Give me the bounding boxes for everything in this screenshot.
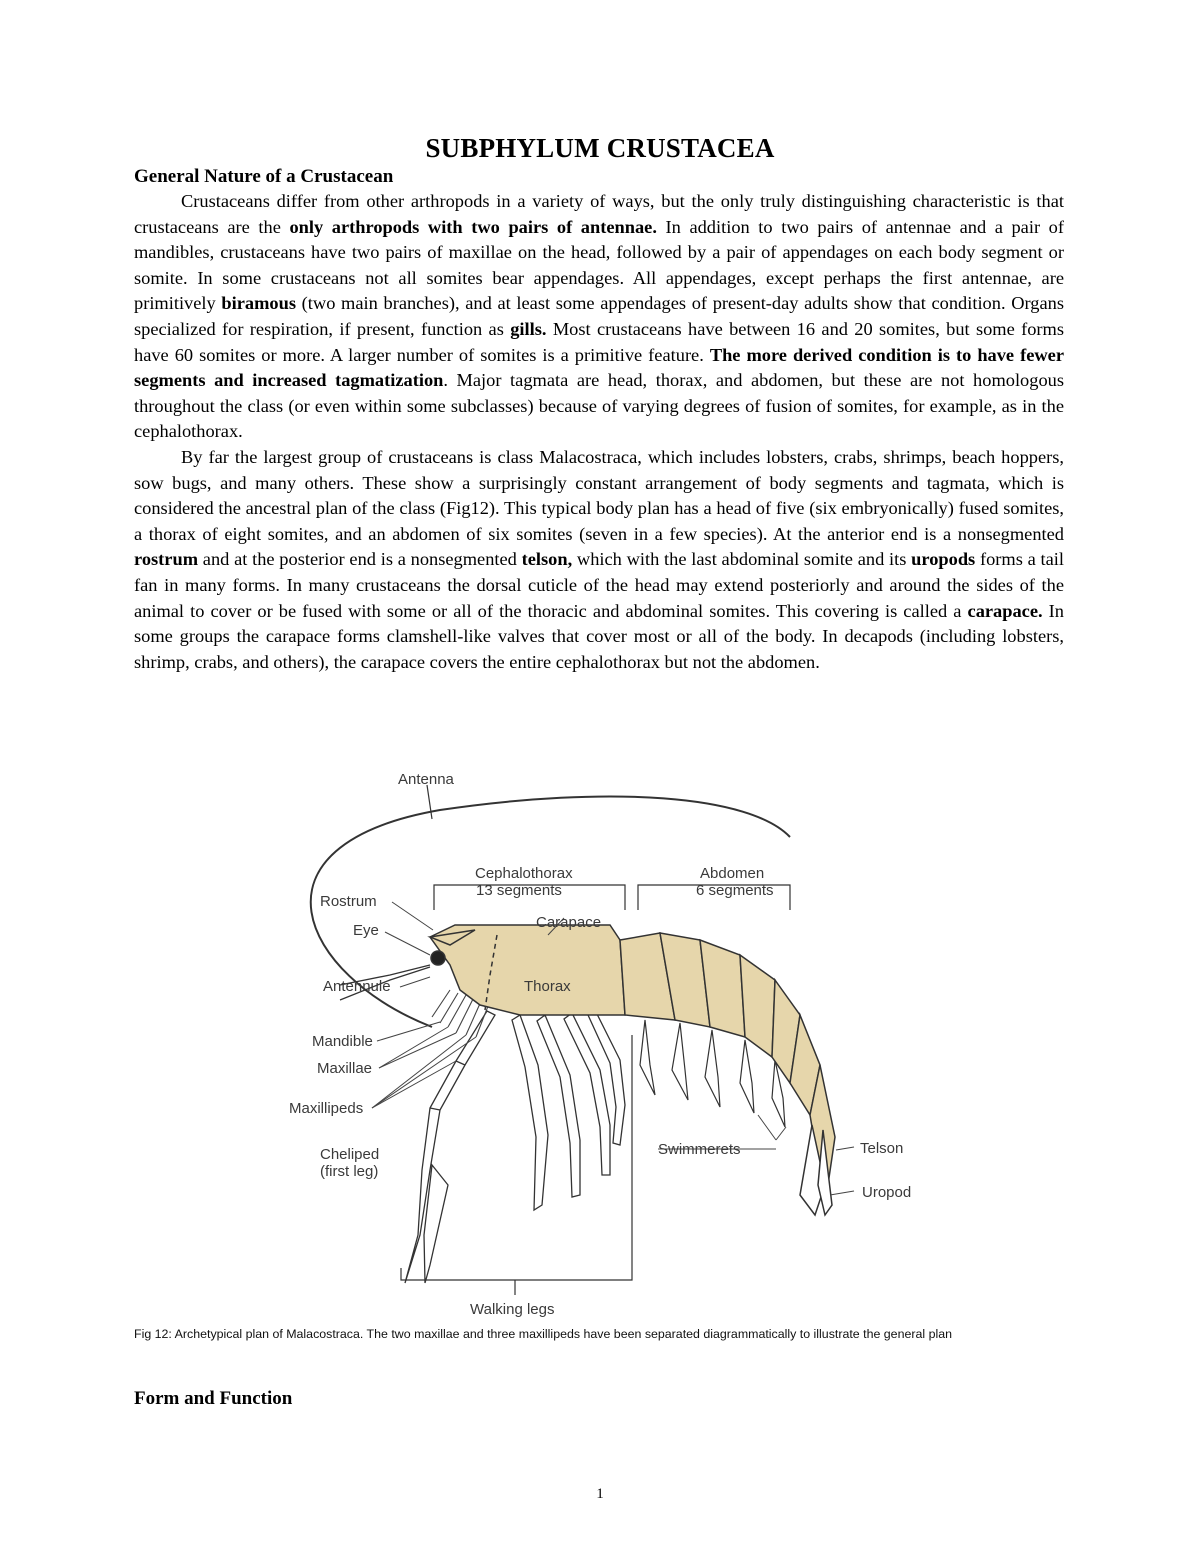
walking-legs	[512, 1010, 625, 1210]
text-run: which with the last abdominal somite and its	[572, 549, 912, 570]
text-run: forms a tail fan in many forms. In many crustaceans the dorsal cuticle of the head may extend posteriorly and around the sides of the animal to cover or be fused with some or all of the thoracic and abdominal somites. This covering is called a	[134, 549, 1064, 621]
label-eye: Eye	[353, 922, 379, 939]
bold-term: The more derived condition is to have fewer segments and increased tagmatization	[134, 344, 1064, 391]
paragraph-2	[134, 445, 1064, 675]
body-text	[134, 189, 1064, 675]
page-title: SUBPHYLUM CRUSTACEA	[425, 133, 775, 163]
page-number: 1	[596, 1486, 604, 1502]
text-run: (two main branches), and at least some appendages of present-day adults show that condition. Organs specialized for respiration, if present, function as	[134, 293, 1064, 339]
label-cephalothorax: Cephalothorax	[475, 865, 573, 882]
label-cheliped-sub: (first leg)	[320, 1163, 379, 1180]
label-maxillae: Maxillae	[317, 1060, 373, 1077]
text-run: Crustaceans differ from other arthropods in a variety of ways, but the only truly distinguishing characteristic is that crustaceans are the	[134, 191, 1064, 237]
bold-term: rostrum	[134, 549, 199, 570]
text-run: In some groups the carapace forms clamshell-like valves that cover most or all of the body. In decapods (including lobsters, shrimp, crabs, and others), the carapace covers the entire cephalothorax but not the abdomen.	[134, 600, 1064, 672]
label-maxillipeds: Maxillipeds	[289, 1100, 364, 1117]
cheliped	[405, 1011, 495, 1283]
shrimp-body	[340, 925, 835, 1215]
text-run: In addition to two pairs of antennae and a pair of mandibles, crustaceans have two pairs of maxillae on the head, followed by a pair of appendages on each body segment or somite. In some crustaceans not all somites bear appendages. All appendages, except perhaps the first antennae, are primitively	[134, 216, 1064, 314]
text-run: Most crustaceans have between 16 and 20 somites, but some forms have 60 somites or more. A larger number of somites is a primitive feature.	[134, 318, 1064, 365]
bold-term: telson,	[521, 549, 573, 570]
paragraph-1	[134, 189, 1064, 445]
label-thorax: Thorax	[524, 978, 571, 995]
label-uropod: Uropod	[862, 1184, 912, 1201]
label-swimmerets: Swimmerets	[658, 1141, 741, 1158]
section-heading-general-nature: General Nature of a Crustacean	[134, 166, 394, 187]
label-abdomen: Abdomen	[700, 865, 765, 882]
label-carapace: Carapace	[536, 914, 602, 931]
text-run: and at the posterior end is a nonsegmented	[198, 549, 522, 570]
bold-term: only arthropods with two pairs of antennae.	[289, 216, 657, 237]
shrimp-diagram	[280, 765, 940, 1325]
bold-term: uropods	[911, 549, 976, 570]
label-walking-legs: Walking legs	[470, 1301, 555, 1318]
section-heading-form-function: Form and Function	[134, 1388, 293, 1409]
text-run: By far the largest group of crustaceans is class Malacostraca, which includes lobsters, crabs, shrimps, beach hoppers, sow bugs, and many others. These show a surprisingly constant arrangement of body segments and tagmata, which is considered the ancestral plan of the class (Fig12). This typical body plan has a head of five (six embryonically) fused somites, a thorax of eight somites, and an abdomen of six somites (seven in a few species). At the anterior end is a nonsegmented	[134, 446, 1064, 544]
label-antennule: Antennule	[323, 978, 391, 995]
label-cheliped: Cheliped	[320, 1146, 380, 1163]
label-telson: Telson	[860, 1140, 904, 1157]
label-cephalothorax-segments: 13 segments	[476, 882, 562, 899]
label-rostrum: Rostrum	[320, 893, 377, 910]
eye-icon	[431, 951, 445, 965]
bold-term: gills.	[510, 318, 547, 339]
text-run: . Major tagmata are head, thorax, and abdomen, but these are not homologous throughout the class (or even within some subclasses) because of varying degrees of fusion of somites, for example, as in the cephalothorax.	[134, 370, 1064, 442]
bold-term: carapace.	[967, 600, 1043, 621]
figure-caption: Fig 12: Archetypical plan of Malacostraca. The two maxillae and three maxillipeds have been separated diagrammatically to illustrate the general plan	[134, 1327, 952, 1341]
label-mandible: Mandible	[312, 1033, 373, 1050]
label-abdomen-segments: 6 segments	[696, 882, 774, 899]
bold-term: biramous	[221, 293, 297, 314]
label-antenna: Antenna	[398, 771, 454, 788]
